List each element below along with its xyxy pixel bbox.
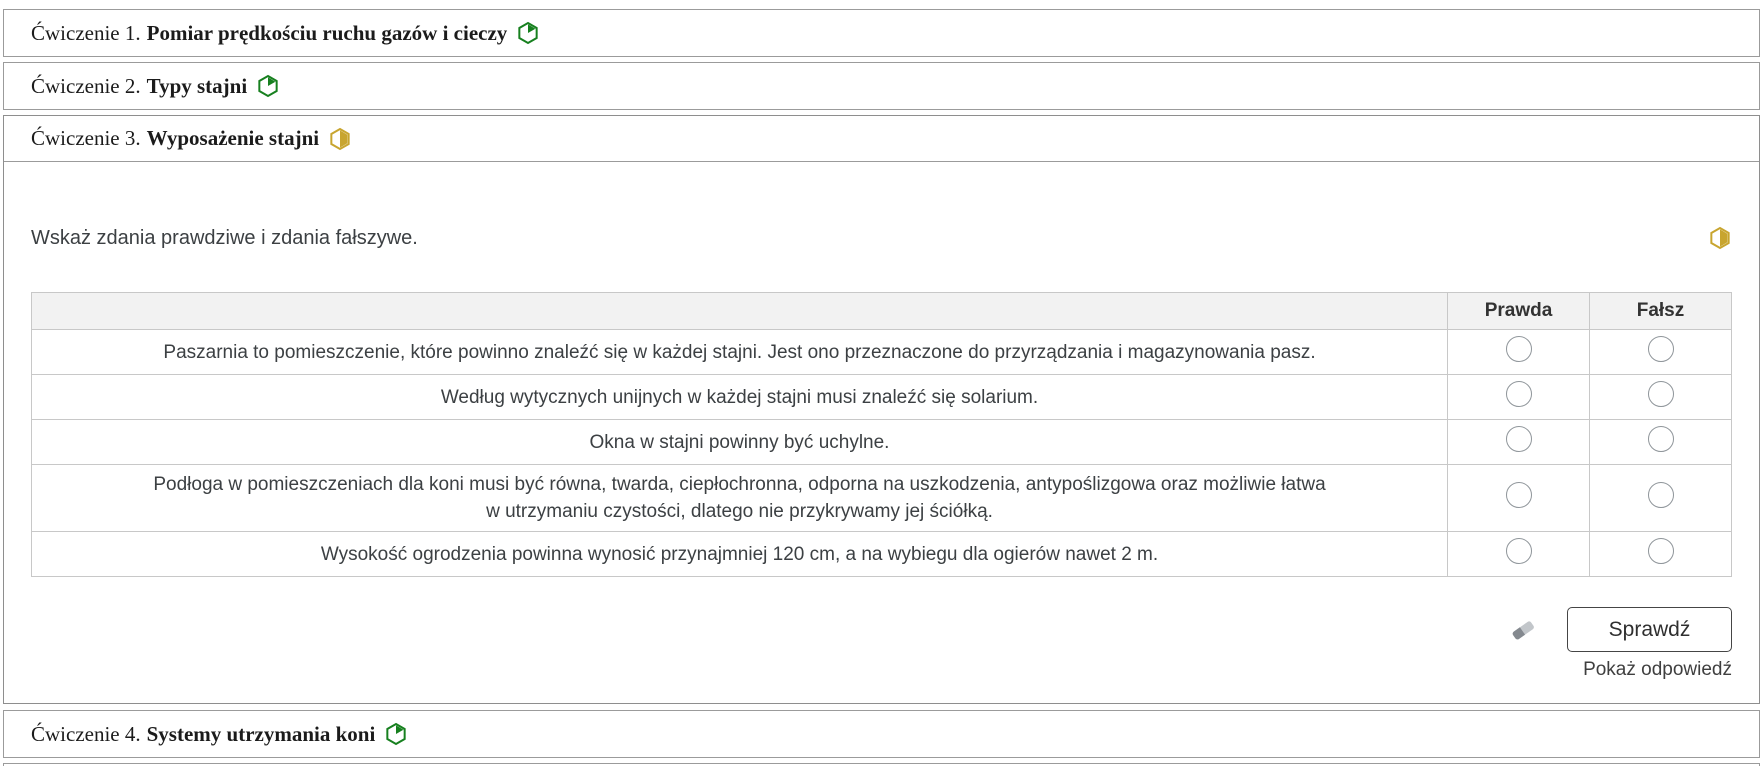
exercise-body	[4, 162, 1759, 703]
exercise-number: Ćwiczenie 4.	[31, 721, 141, 746]
exercise-number: Ćwiczenie 3.	[31, 126, 141, 150]
radio-prawda-row-1[interactable]	[1506, 336, 1532, 362]
radio-prawda-row-4[interactable]	[1506, 482, 1532, 508]
statement-text: Podłoga w pomieszczeniach dla koni musi być równa, twarda, ciepłochronna, odporna na uszkodzenia, antypoślizgowa oraz możliwie łatwa w utrzymaniu czystości, dlatego nie przykrywamy jej ściółką.	[32, 465, 1448, 532]
accordion-exercise-1	[3, 9, 1760, 57]
radio-falsz-row-2[interactable]	[1648, 381, 1674, 407]
statement-text: Paszarnia to pomieszczenie, które powinno znaleźć się w każdej stajni. Jest ono przeznaczone do przyrządzania i magazynowania pasz.	[32, 330, 1448, 375]
difficulty-easy-icon	[516, 21, 540, 45]
statement-text: Według wytycznych unijnych w każdej stajni musi znaleźć się solarium.	[32, 375, 1448, 420]
difficulty-easy-icon	[256, 74, 280, 98]
table-header-row	[32, 293, 1732, 330]
radio-falsz-row-3[interactable]	[1648, 426, 1674, 452]
instruction-text: Wskaż zdania prawdziwe i zdania fałszywe.	[31, 227, 418, 249]
instruction-row	[31, 226, 1732, 250]
radio-prawda-row-3[interactable]	[1506, 426, 1532, 452]
prawda-column-header: Prawda	[1448, 293, 1590, 330]
accordion-exercise-4	[3, 710, 1760, 758]
exercise-title: Wyposażenie stajni	[146, 126, 320, 150]
show-answer-row	[31, 659, 1732, 681]
exercise-title: Systemy utrzymania koni	[146, 721, 376, 746]
radio-falsz-row-5[interactable]	[1648, 538, 1674, 564]
accordion-header-exercise-2[interactable]	[4, 63, 1759, 109]
radio-prawda-row-5[interactable]	[1506, 538, 1532, 564]
falsz-column-header: Fałsz	[1590, 293, 1732, 330]
table-row	[32, 375, 1732, 420]
check-button[interactable]: Sprawdź	[1567, 607, 1732, 652]
true-false-table	[31, 292, 1732, 577]
accordion-exercise-2	[3, 62, 1760, 110]
statement-text: Okna w stajni powinny być uchylne.	[32, 420, 1448, 465]
difficulty-medium-icon	[328, 127, 352, 151]
exercise-number: Ćwiczenie 1.	[31, 20, 141, 45]
table-row	[32, 330, 1732, 375]
table-row	[32, 420, 1732, 465]
accordion-header-exercise-3[interactable]	[4, 116, 1759, 162]
exercise-controls	[31, 607, 1732, 652]
eraser-icon[interactable]	[1509, 618, 1537, 642]
table-row	[32, 465, 1732, 532]
accordion-exercise-3	[3, 115, 1760, 704]
difficulty-medium-icon	[1708, 226, 1732, 250]
radio-falsz-row-4[interactable]	[1648, 482, 1674, 508]
accordion-header-exercise-4[interactable]	[4, 711, 1759, 757]
exercise-title: Pomiar prędkościu ruchu gazów i cieczy	[146, 20, 508, 45]
table-row	[32, 532, 1732, 577]
radio-falsz-row-1[interactable]	[1648, 336, 1674, 362]
exercise-title: Typy stajni	[146, 73, 248, 98]
radio-prawda-row-2[interactable]	[1506, 381, 1532, 407]
exercise-number: Ćwiczenie 2.	[31, 73, 141, 98]
accordion-header-exercise-1[interactable]	[4, 10, 1759, 56]
statement-column-header	[32, 293, 1448, 330]
show-answer-link[interactable]: Pokaż odpowiedź	[1583, 659, 1732, 680]
difficulty-easy-icon	[384, 722, 408, 746]
statement-text: Wysokość ogrodzenia powinna wynosić przynajmniej 120 cm, a na wybiegu dla ogierów nawet 2 m.	[32, 532, 1448, 577]
